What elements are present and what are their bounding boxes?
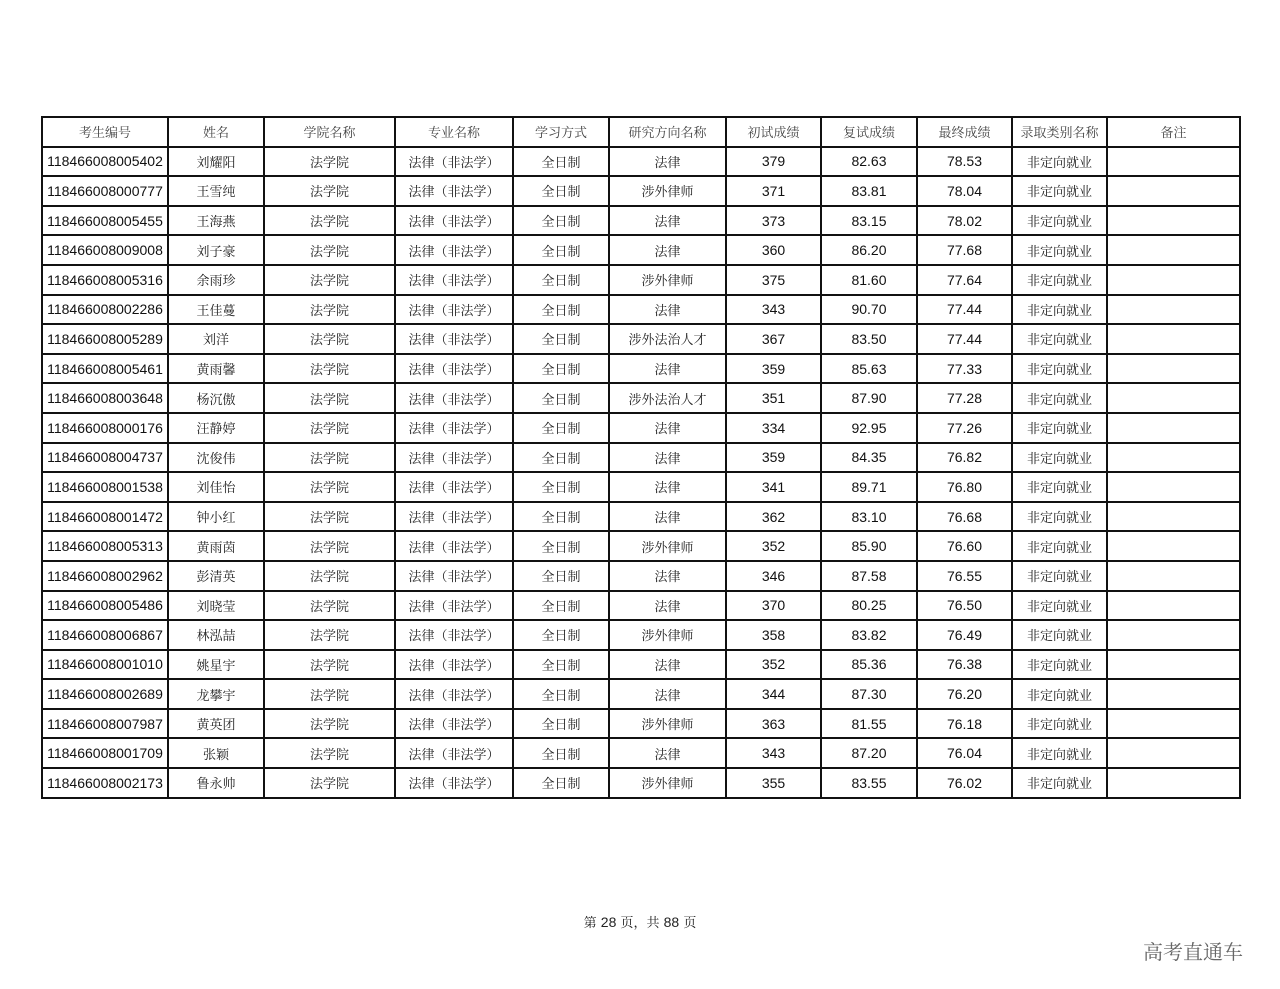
cell-final-score: 77.68 <box>917 235 1012 265</box>
cell-admission-category: 非定向就业 <box>1012 324 1107 354</box>
cell-college: 法学院 <box>264 650 395 680</box>
cell-study-mode: 全日制 <box>513 324 609 354</box>
cell-major: 法律（非法学） <box>395 147 513 177</box>
cell-study-mode: 全日制 <box>513 502 609 532</box>
table-row <box>42 709 1240 739</box>
cell-college: 法学院 <box>264 295 395 325</box>
cell-name: 张颖 <box>168 738 264 768</box>
cell-admission-category: 非定向就业 <box>1012 265 1107 295</box>
header-college: 学院名称 <box>264 117 395 147</box>
cell-admission-category: 非定向就业 <box>1012 591 1107 621</box>
table-row <box>42 265 1240 295</box>
table-row <box>42 472 1240 502</box>
cell-retest-score: 81.60 <box>821 265 917 295</box>
cell-college: 法学院 <box>264 443 395 473</box>
header-research-direction: 研究方向名称 <box>609 117 726 147</box>
cell-retest-score: 92.95 <box>821 413 917 443</box>
table-row <box>42 768 1240 798</box>
cell-retest-score: 86.20 <box>821 235 917 265</box>
admission-list-table <box>41 116 1241 799</box>
header-remarks: 备注 <box>1107 117 1240 147</box>
cell-study-mode: 全日制 <box>513 354 609 384</box>
cell-name: 刘佳怡 <box>168 472 264 502</box>
cell-research-direction: 法律 <box>609 413 726 443</box>
cell-research-direction: 涉外律师 <box>609 709 726 739</box>
cell-college: 法学院 <box>264 472 395 502</box>
cell-remarks <box>1107 768 1240 798</box>
cell-final-score: 78.04 <box>917 176 1012 206</box>
cell-final-score: 78.53 <box>917 147 1012 177</box>
cell-name: 王海燕 <box>168 206 264 236</box>
cell-candidate-id: 118466008005313 <box>42 531 168 561</box>
cell-remarks <box>1107 679 1240 709</box>
cell-admission-category: 非定向就业 <box>1012 768 1107 798</box>
cell-name: 王雪纯 <box>168 176 264 206</box>
cell-candidate-id: 118466008002962 <box>42 561 168 591</box>
cell-remarks <box>1107 176 1240 206</box>
cell-research-direction: 法律 <box>609 502 726 532</box>
cell-admission-category: 非定向就业 <box>1012 176 1107 206</box>
cell-candidate-id: 118466008003648 <box>42 383 168 413</box>
cell-major: 法律（非法学） <box>395 620 513 650</box>
cell-retest-score: 84.35 <box>821 443 917 473</box>
cell-study-mode: 全日制 <box>513 295 609 325</box>
cell-retest-score: 83.55 <box>821 768 917 798</box>
page-middle: 页，共 <box>616 916 664 931</box>
cell-research-direction: 法律 <box>609 561 726 591</box>
cell-final-score: 77.44 <box>917 295 1012 325</box>
cell-final-score: 76.50 <box>917 591 1012 621</box>
cell-major: 法律（非法学） <box>395 561 513 591</box>
header-retest-score: 复试成绩 <box>821 117 917 147</box>
cell-remarks <box>1107 620 1240 650</box>
cell-major: 法律（非法学） <box>395 265 513 295</box>
cell-study-mode: 全日制 <box>513 443 609 473</box>
cell-final-score: 78.02 <box>917 206 1012 236</box>
cell-final-score: 77.26 <box>917 413 1012 443</box>
cell-study-mode: 全日制 <box>513 561 609 591</box>
cell-research-direction: 法律 <box>609 591 726 621</box>
table-row <box>42 295 1240 325</box>
cell-admission-category: 非定向就业 <box>1012 738 1107 768</box>
cell-initial-score: 370 <box>726 591 821 621</box>
cell-remarks <box>1107 502 1240 532</box>
cell-college: 法学院 <box>264 235 395 265</box>
cell-admission-category: 非定向就业 <box>1012 620 1107 650</box>
cell-candidate-id: 118466008001709 <box>42 738 168 768</box>
cell-college: 法学院 <box>264 206 395 236</box>
header-name: 姓名 <box>168 117 264 147</box>
header-initial-score: 初试成绩 <box>726 117 821 147</box>
cell-name: 王佳蔓 <box>168 295 264 325</box>
cell-retest-score: 90.70 <box>821 295 917 325</box>
cell-major: 法律（非法学） <box>395 383 513 413</box>
cell-candidate-id: 118466008006867 <box>42 620 168 650</box>
cell-initial-score: 367 <box>726 324 821 354</box>
cell-final-score: 77.28 <box>917 383 1012 413</box>
cell-remarks <box>1107 738 1240 768</box>
cell-admission-category: 非定向就业 <box>1012 354 1107 384</box>
cell-retest-score: 87.90 <box>821 383 917 413</box>
cell-candidate-id: 118466008004737 <box>42 443 168 473</box>
table-row <box>42 650 1240 680</box>
cell-college: 法学院 <box>264 591 395 621</box>
table-row <box>42 354 1240 384</box>
cell-initial-score: 343 <box>726 738 821 768</box>
cell-candidate-id: 118466008002689 <box>42 679 168 709</box>
cell-initial-score: 379 <box>726 147 821 177</box>
cell-name: 刘晓莹 <box>168 591 264 621</box>
cell-initial-score: 346 <box>726 561 821 591</box>
header-major: 专业名称 <box>395 117 513 147</box>
cell-candidate-id: 118466008005455 <box>42 206 168 236</box>
cell-name: 彭清英 <box>168 561 264 591</box>
cell-name: 刘耀阳 <box>168 147 264 177</box>
table-row <box>42 561 1240 591</box>
cell-remarks <box>1107 709 1240 739</box>
cell-final-score: 76.68 <box>917 502 1012 532</box>
cell-research-direction: 法律 <box>609 443 726 473</box>
cell-research-direction: 法律 <box>609 679 726 709</box>
cell-name: 汪静婷 <box>168 413 264 443</box>
cell-initial-score: 360 <box>726 235 821 265</box>
cell-remarks <box>1107 472 1240 502</box>
cell-college: 法学院 <box>264 679 395 709</box>
cell-name: 黄英团 <box>168 709 264 739</box>
cell-college: 法学院 <box>264 265 395 295</box>
cell-name: 杨沉傲 <box>168 383 264 413</box>
cell-major: 法律（非法学） <box>395 413 513 443</box>
cell-admission-category: 非定向就业 <box>1012 472 1107 502</box>
cell-college: 法学院 <box>264 531 395 561</box>
cell-major: 法律（非法学） <box>395 531 513 561</box>
page-prefix: 第 <box>583 916 601 931</box>
cell-research-direction: 法律 <box>609 147 726 177</box>
cell-research-direction: 涉外律师 <box>609 768 726 798</box>
cell-final-score: 76.38 <box>917 650 1012 680</box>
cell-research-direction: 涉外律师 <box>609 176 726 206</box>
cell-major: 法律（非法学） <box>395 502 513 532</box>
cell-candidate-id: 118466008005316 <box>42 265 168 295</box>
cell-initial-score: 375 <box>726 265 821 295</box>
table-row <box>42 176 1240 206</box>
cell-name: 刘洋 <box>168 324 264 354</box>
header-admission-category: 录取类别名称 <box>1012 117 1107 147</box>
cell-candidate-id: 118466008005486 <box>42 591 168 621</box>
cell-final-score: 76.80 <box>917 472 1012 502</box>
cell-candidate-id: 118466008009008 <box>42 235 168 265</box>
cell-college: 法学院 <box>264 620 395 650</box>
cell-college: 法学院 <box>264 768 395 798</box>
cell-major: 法律（非法学） <box>395 768 513 798</box>
cell-remarks <box>1107 561 1240 591</box>
cell-name: 余雨珍 <box>168 265 264 295</box>
cell-major: 法律（非法学） <box>395 354 513 384</box>
cell-college: 法学院 <box>264 738 395 768</box>
cell-admission-category: 非定向就业 <box>1012 383 1107 413</box>
cell-retest-score: 85.90 <box>821 531 917 561</box>
cell-major: 法律（非法学） <box>395 176 513 206</box>
cell-initial-score: 344 <box>726 679 821 709</box>
cell-final-score: 77.44 <box>917 324 1012 354</box>
cell-candidate-id: 118466008002173 <box>42 768 168 798</box>
cell-college: 法学院 <box>264 147 395 177</box>
cell-name: 刘子豪 <box>168 235 264 265</box>
cell-college: 法学院 <box>264 324 395 354</box>
cell-name: 沈俊伟 <box>168 443 264 473</box>
cell-research-direction: 法律 <box>609 472 726 502</box>
cell-study-mode: 全日制 <box>513 709 609 739</box>
cell-admission-category: 非定向就业 <box>1012 531 1107 561</box>
cell-candidate-id: 118466008000176 <box>42 413 168 443</box>
page-number <box>0 912 1280 931</box>
table-row <box>42 383 1240 413</box>
cell-retest-score: 83.50 <box>821 324 917 354</box>
cell-study-mode: 全日制 <box>513 235 609 265</box>
cell-candidate-id: 118466008000777 <box>42 176 168 206</box>
table-row <box>42 620 1240 650</box>
cell-major: 法律（非法学） <box>395 206 513 236</box>
cell-initial-score: 359 <box>726 443 821 473</box>
cell-study-mode: 全日制 <box>513 265 609 295</box>
cell-study-mode: 全日制 <box>513 620 609 650</box>
header-candidate-id: 考生编号 <box>42 117 168 147</box>
table-row <box>42 235 1240 265</box>
cell-study-mode: 全日制 <box>513 531 609 561</box>
cell-major: 法律（非法学） <box>395 472 513 502</box>
cell-remarks <box>1107 265 1240 295</box>
cell-final-score: 77.33 <box>917 354 1012 384</box>
table-row <box>42 147 1240 177</box>
table-row <box>42 324 1240 354</box>
cell-retest-score: 83.81 <box>821 176 917 206</box>
cell-retest-score: 85.63 <box>821 354 917 384</box>
cell-study-mode: 全日制 <box>513 206 609 236</box>
watermark: 高考直通车 <box>1143 940 1243 964</box>
cell-major: 法律（非法学） <box>395 235 513 265</box>
cell-initial-score: 362 <box>726 502 821 532</box>
cell-name: 林泓喆 <box>168 620 264 650</box>
cell-college: 法学院 <box>264 502 395 532</box>
cell-research-direction: 法律 <box>609 295 726 325</box>
cell-admission-category: 非定向就业 <box>1012 650 1107 680</box>
cell-remarks <box>1107 650 1240 680</box>
table-row <box>42 591 1240 621</box>
cell-major: 法律（非法学） <box>395 324 513 354</box>
cell-final-score: 76.04 <box>917 738 1012 768</box>
cell-retest-score: 83.15 <box>821 206 917 236</box>
cell-retest-score: 85.36 <box>821 650 917 680</box>
table-row <box>42 679 1240 709</box>
header-study-mode: 学习方式 <box>513 117 609 147</box>
cell-admission-category: 非定向就业 <box>1012 413 1107 443</box>
cell-research-direction: 涉外律师 <box>609 531 726 561</box>
cell-major: 法律（非法学） <box>395 679 513 709</box>
cell-retest-score: 80.25 <box>821 591 917 621</box>
cell-retest-score: 83.10 <box>821 502 917 532</box>
cell-final-score: 76.82 <box>917 443 1012 473</box>
cell-retest-score: 89.71 <box>821 472 917 502</box>
cell-admission-category: 非定向就业 <box>1012 709 1107 739</box>
cell-research-direction: 涉外律师 <box>609 265 726 295</box>
cell-remarks <box>1107 206 1240 236</box>
cell-college: 法学院 <box>264 383 395 413</box>
cell-college: 法学院 <box>264 354 395 384</box>
table-row <box>42 738 1240 768</box>
cell-major: 法律（非法学） <box>395 738 513 768</box>
cell-admission-category: 非定向就业 <box>1012 295 1107 325</box>
cell-name: 鲁永帅 <box>168 768 264 798</box>
cell-admission-category: 非定向就业 <box>1012 235 1107 265</box>
cell-candidate-id: 118466008001538 <box>42 472 168 502</box>
table-row <box>42 502 1240 532</box>
cell-initial-score: 359 <box>726 354 821 384</box>
cell-college: 法学院 <box>264 561 395 591</box>
cell-initial-score: 363 <box>726 709 821 739</box>
table-header-row <box>42 117 1240 147</box>
cell-admission-category: 非定向就业 <box>1012 502 1107 532</box>
cell-admission-category: 非定向就业 <box>1012 147 1107 177</box>
cell-name: 钟小红 <box>168 502 264 532</box>
header-final-score: 最终成绩 <box>917 117 1012 147</box>
cell-college: 法学院 <box>264 709 395 739</box>
cell-major: 法律（非法学） <box>395 443 513 473</box>
cell-research-direction: 法律 <box>609 354 726 384</box>
cell-major: 法律（非法学） <box>395 591 513 621</box>
cell-candidate-id: 118466008005402 <box>42 147 168 177</box>
cell-college: 法学院 <box>264 176 395 206</box>
cell-final-score: 76.49 <box>917 620 1012 650</box>
cell-remarks <box>1107 354 1240 384</box>
table-row <box>42 443 1240 473</box>
cell-remarks <box>1107 443 1240 473</box>
cell-candidate-id: 118466008002286 <box>42 295 168 325</box>
page-suffix: 页 <box>679 916 697 931</box>
cell-study-mode: 全日制 <box>513 176 609 206</box>
cell-study-mode: 全日制 <box>513 650 609 680</box>
cell-candidate-id: 118466008007987 <box>42 709 168 739</box>
cell-major: 法律（非法学） <box>395 650 513 680</box>
cell-remarks <box>1107 591 1240 621</box>
cell-remarks <box>1107 295 1240 325</box>
current-page: 28 <box>600 914 617 930</box>
cell-major: 法律（非法学） <box>395 709 513 739</box>
cell-initial-score: 341 <box>726 472 821 502</box>
cell-initial-score: 373 <box>726 206 821 236</box>
cell-research-direction: 法律 <box>609 650 726 680</box>
cell-name: 黄雨茵 <box>168 531 264 561</box>
cell-initial-score: 358 <box>726 620 821 650</box>
cell-admission-category: 非定向就业 <box>1012 561 1107 591</box>
cell-name: 龙攀宇 <box>168 679 264 709</box>
cell-retest-score: 87.30 <box>821 679 917 709</box>
cell-final-score: 77.64 <box>917 265 1012 295</box>
cell-research-direction: 涉外法治人才 <box>609 383 726 413</box>
cell-final-score: 76.20 <box>917 679 1012 709</box>
cell-study-mode: 全日制 <box>513 383 609 413</box>
cell-study-mode: 全日制 <box>513 738 609 768</box>
cell-initial-score: 334 <box>726 413 821 443</box>
cell-research-direction: 涉外律师 <box>609 620 726 650</box>
cell-initial-score: 371 <box>726 176 821 206</box>
cell-college: 法学院 <box>264 413 395 443</box>
cell-final-score: 76.02 <box>917 768 1012 798</box>
cell-name: 黄雨馨 <box>168 354 264 384</box>
cell-study-mode: 全日制 <box>513 472 609 502</box>
cell-candidate-id: 118466008001472 <box>42 502 168 532</box>
cell-candidate-id: 118466008005461 <box>42 354 168 384</box>
cell-remarks <box>1107 383 1240 413</box>
cell-admission-category: 非定向就业 <box>1012 679 1107 709</box>
cell-remarks <box>1107 413 1240 443</box>
table-row <box>42 531 1240 561</box>
cell-candidate-id: 118466008005289 <box>42 324 168 354</box>
cell-admission-category: 非定向就业 <box>1012 206 1107 236</box>
cell-retest-score: 81.55 <box>821 709 917 739</box>
table-row <box>42 206 1240 236</box>
cell-initial-score: 352 <box>726 650 821 680</box>
cell-study-mode: 全日制 <box>513 768 609 798</box>
cell-study-mode: 全日制 <box>513 147 609 177</box>
cell-research-direction: 涉外法治人才 <box>609 324 726 354</box>
cell-remarks <box>1107 235 1240 265</box>
cell-admission-category: 非定向就业 <box>1012 443 1107 473</box>
cell-remarks <box>1107 324 1240 354</box>
cell-study-mode: 全日制 <box>513 591 609 621</box>
cell-research-direction: 法律 <box>609 738 726 768</box>
cell-retest-score: 82.63 <box>821 147 917 177</box>
cell-final-score: 76.60 <box>917 531 1012 561</box>
cell-initial-score: 343 <box>726 295 821 325</box>
cell-initial-score: 355 <box>726 768 821 798</box>
cell-initial-score: 351 <box>726 383 821 413</box>
cell-remarks <box>1107 531 1240 561</box>
cell-final-score: 76.55 <box>917 561 1012 591</box>
table-row <box>42 413 1240 443</box>
cell-study-mode: 全日制 <box>513 679 609 709</box>
cell-final-score: 76.18 <box>917 709 1012 739</box>
cell-retest-score: 87.58 <box>821 561 917 591</box>
cell-retest-score: 87.20 <box>821 738 917 768</box>
cell-name: 姚星宇 <box>168 650 264 680</box>
cell-research-direction: 法律 <box>609 206 726 236</box>
cell-initial-score: 352 <box>726 531 821 561</box>
cell-candidate-id: 118466008001010 <box>42 650 168 680</box>
cell-retest-score: 83.82 <box>821 620 917 650</box>
cell-study-mode: 全日制 <box>513 413 609 443</box>
cell-remarks <box>1107 147 1240 177</box>
total-pages: 88 <box>663 914 680 930</box>
cell-major: 法律（非法学） <box>395 295 513 325</box>
cell-research-direction: 法律 <box>609 235 726 265</box>
